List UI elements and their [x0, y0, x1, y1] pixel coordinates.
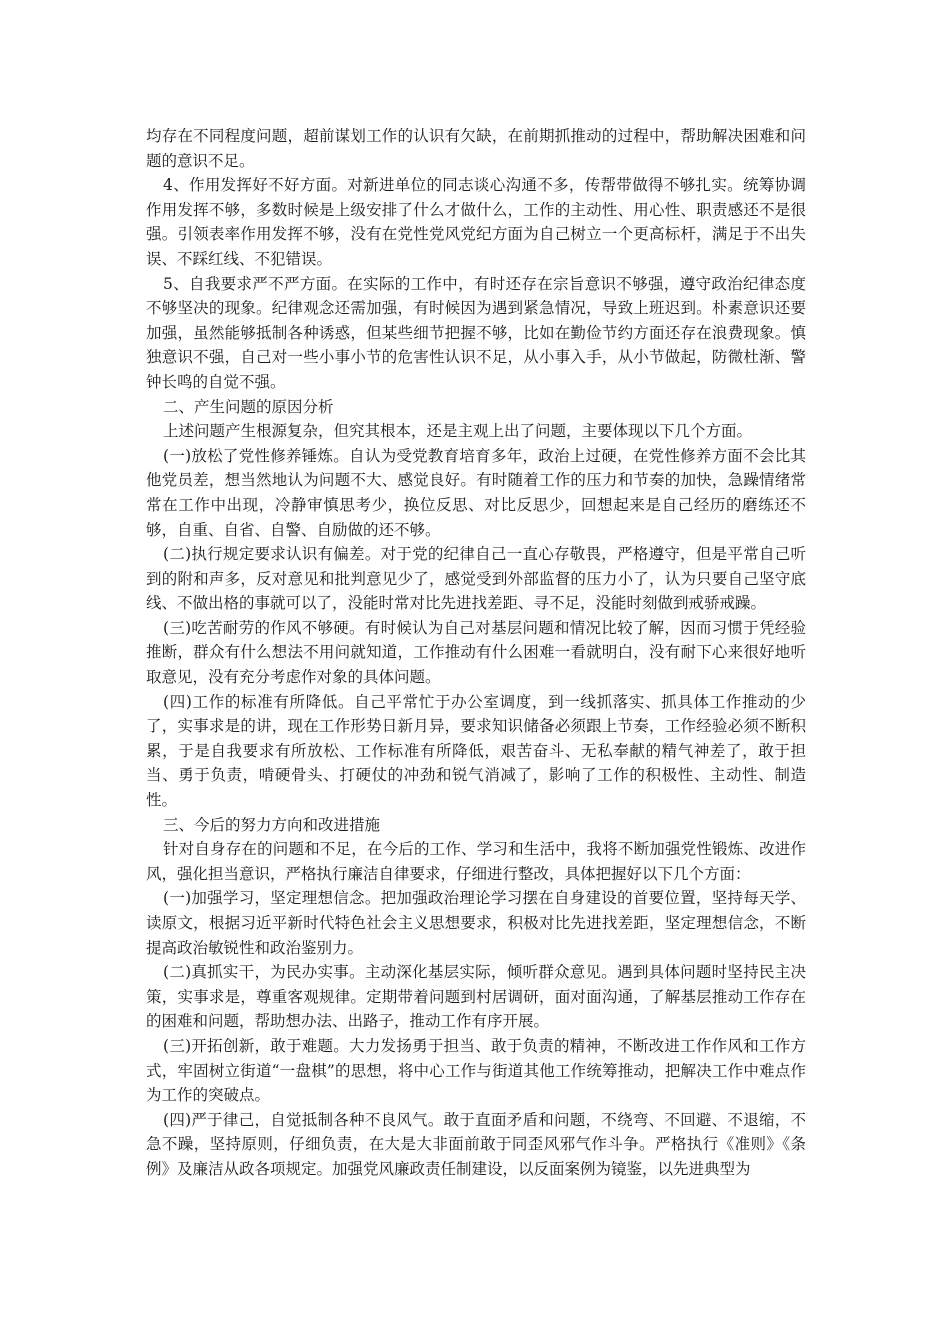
section-heading-causes: 二、产生问题的原因分析	[163, 397, 334, 416]
paragraph-self-requirement: 5、自我要求严不严方面。在实际的工作中，有时还存在宗旨意识不够强，遵守政治纪律态度不够坚决的现象。纪律观念还需加强，有时候因为遇到紧急情况，导致上班迟到。朴素意识还要加强，虽然能够抵制各种诱惑，但某些细节把握不够，比如在勤俭节约方面还存在浪费现象。慎独意识不强，自己对一些小事小节的危害性认识不足，从小事入手，从小节做起，防微杜渐、警钟长鸣的自觉不强。	[146, 274, 806, 391]
paragraph-role-function: 4、作用发挥好不好方面。对新进单位的同志谈心沟通不多，传帮带做得不够扎实。统筹协调作用发挥不够，多数时候是上级安排了什么才做什么，工作的主动性、用心性、职责感还不是很强。引领表率作用发挥不够，没有在党性党风党纪方面为自己树立一个更高标杆，满足于不出失误、不踩红线、不犯错误。	[146, 176, 806, 268]
paragraph-measure-2: (二)真抓实干，为民办实事。主动深化基层实际，倾听群众意见。遇到具体问题时坚持民主决策，实事求是，尊重客观规律。定期带着问题到村居调研，面对面沟通，了解基层推动工作存在的困难和问题，帮助想办法、出路子，推动工作有序开展。	[146, 963, 806, 1031]
paragraph-measures-intro: 针对自身存在的问题和不足，在今后的工作、学习和生活中，我将不断加强党性锻炼、改进作风，强化担当意识，严格执行廉洁自律要求，仔细进行整改，具体把握好以下几个方面：	[146, 840, 806, 883]
paragraph-cause-2: (二)执行规定要求认识有偏差。对于党的纪律自己一直心存敬畏，严格遵守，但是平常自己听到的附和声多，反对意见和批判意见少了，感觉受到外部监督的压力小了，认为只要自己坚守底线、不做出格的事就可以了，没能时常对比先进找差距、寻不足，没能时刻做到戒骄戒躁。	[146, 545, 806, 613]
paragraph-measure-3: (三)开拓创新，敢于难题。大力发扬勇于担当、敢于负责的精神，不断改进工作作风和工作方式，牢固树立街道“一盘棋”的思想，将中心工作与街道其他工作统筹推动，把解决工作中难点作为工作的突破点。	[146, 1036, 806, 1105]
paragraph-measure-4: (四)严于律己，自觉抵制各种不良风气。敢于直面矛盾和问题，不绕弯、不回避、不退缩，不急不躁，坚持原则，仔细负责，在大是大非面前敢于同歪风邪气作斗争。严格执行《准则》《条例》及廉洁从政各项规定。加强党风廉政责任制建设，以反面案例为镜鉴，以先进典型为	[146, 1110, 806, 1178]
paragraph-causes-intro: 上述问题产生根源复杂，但究其根本，还是主观上出了问题，主要体现以下几个方面。	[163, 422, 753, 441]
paragraph-measure-1: (一)加强学习，坚定理想信念。把加强政治理论学习摆在自身建设的首要位置，坚持每天学、读原文，根据习近平新时代特色社会主义思想要求，积极对比先进找差距，坚定理想信念，不断提高政治敏锐性和政治鉴别力。	[146, 889, 806, 957]
section-heading-measures: 三、今后的努力方向和改进措施	[163, 815, 381, 834]
paragraph-cause-3: (三)吃苦耐劳的作风不够硬。有时候认为自己对基层问题和情况比较了解，因而习惯于凭经验推断，群众有什么想法不用问就知道，工作推动有什么困难一看就明白，没有耐下心来很好地听取意见，没有充分考虑作对象的具体问题。	[146, 618, 806, 687]
paragraph-cause-1: (一)放松了党性修养锤炼。自认为受党教育培育多年，政治上过硬，在党性修养方面不会比其他党员差，想当然地认为问题不大、感觉良好。有时随着工作的压力和节奏的加快，急躁情绪常常在工作中出现，冷静审慎思考少，换位反思、对比反思少，回想起来是自己经历的磨练还不够，自重、自省、自警、自励做的还不够。	[146, 446, 806, 539]
paragraph-continuation: 均存在不同程度问题，超前谋划工作的认识有欠缺，在前期抓推动的过程中，帮助解决困难和问题的意识不足。	[146, 127, 806, 170]
paragraph-cause-4: (四)工作的标准有所降低。自己平常忙于办公室调度，到一线抓落实、抓具体工作推动的少了，实事求是的讲，现在工作形势日新月异，要求知识储备必须跟上节奏，工作经验必须不断积累，于是自我要求有所放松、工作标准有所降低，艰苦奋斗、无私奉献的精气神差了，敢于担当、勇于负责，啃硬骨头、打硬仗的冲劲和锐气消减了，影响了工作的积极性、主动性、制造性。	[146, 692, 806, 810]
document-page	[146, 124, 806, 1182]
